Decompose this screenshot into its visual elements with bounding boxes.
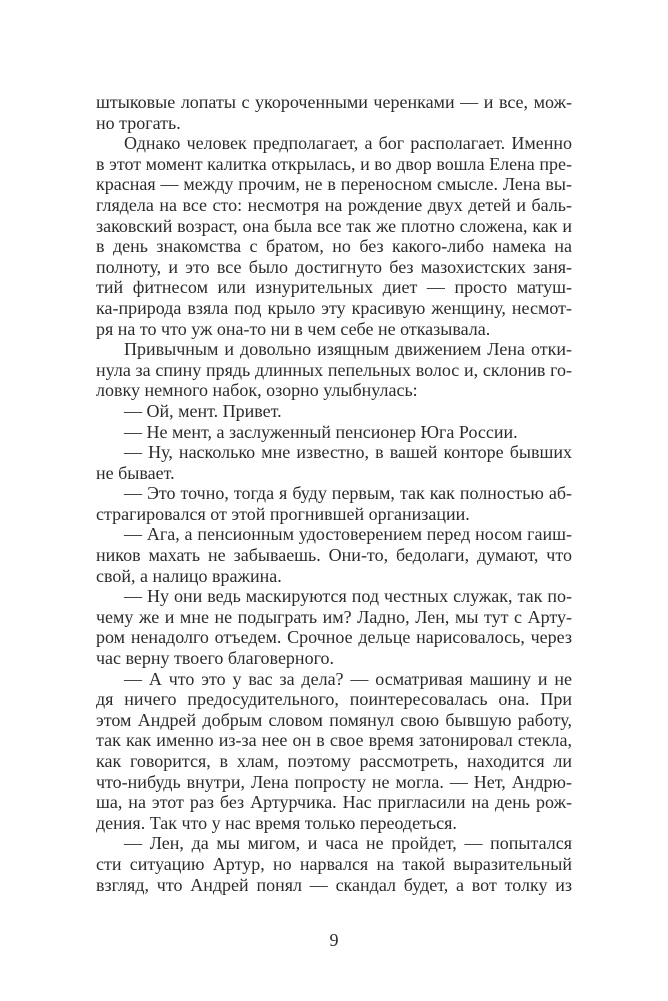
text-line: заковский возраст, она была все так же плотно сложена, как и [96, 215, 572, 236]
text-line: этом Андрей добрым словом помянул свою бывшую работу, [96, 709, 572, 730]
text-line: чему же и мне не подыграть им? Ладно, Лен, мы тут с Арту- [96, 606, 572, 627]
text-line: — Это точно, тогда я буду первым, так как полностью аб- [124, 483, 572, 504]
text-line: штыковые лопаты с укороченными черенками — и все, мож- [96, 92, 572, 112]
text-line: но трогать. [96, 112, 181, 133]
text-line: — Лен, да мы мигом, и часа не пройдет, — попытался [124, 833, 572, 854]
text-line: ром ненадолго отъедем. Срочное дельце нарисовалось, через [96, 627, 572, 648]
text-line: глядела на все сто: несмотря на рождение двух детей и баль- [96, 194, 572, 215]
text-line: — Ой, мент. Привет. [124, 400, 282, 421]
text-line: дя ничего предосудительного, поинтересовалась она. При [96, 689, 572, 710]
text-line: Привычным и довольно изящным движением Лена отки- [124, 339, 572, 360]
page-number: 9 [329, 930, 339, 950]
text-line: — Не мент, а заслуженный пенсионер Юга России. [124, 421, 518, 442]
text-line: — Ага, а пенсионным удостоверением перед носом гаиш- [124, 524, 572, 545]
text-line: дения. Так что у нас время только переодеться. [96, 812, 457, 833]
text-line: как говорится, в хлам, поэтому рассмотреть, находится ли [96, 751, 572, 771]
text-line: что-нибудь внутри, Лена попросту не могла. — Нет, Андрю- [96, 771, 572, 792]
text-line: страгировался от этой прогнившей организации. [96, 503, 470, 524]
text-line: час верну твоего благоверного. [96, 648, 334, 669]
text-line: ловку немного набок, озорно улыбнулась: [96, 380, 418, 401]
text-line: Однако человек предполагает, а бог располагает. Именно [124, 133, 572, 154]
text-line: в день знакомства с братом, но без какого-либо намека на [96, 236, 572, 257]
text-line: не бывает. [96, 462, 175, 483]
text-line: — А что это у вас за дела? — осматривая машину и не [124, 668, 572, 689]
text-line: полноту, и это все было достигнуто без мазохистских заня- [96, 256, 572, 277]
text-line: тий фитнесом или изнурительных диет — просто матуш- [96, 277, 572, 298]
text-line: — Ну они ведь маскируются под честных служак, так по- [124, 586, 572, 607]
text-line: красная — между прочим, не в переносном смысле. Лена вы- [96, 174, 572, 195]
text-line: в этот момент калитка открылась, и во двор вошла Елена пре- [96, 153, 572, 174]
page-body-text [96, 92, 572, 895]
text-line: ка-природа взяла под крыло эту красивую женщину, несмот- [96, 297, 572, 318]
text-line: сти ситуацию Артур, но нарвался на такой выразительный [96, 853, 572, 874]
text-line: — Ну, насколько мне известно, в вашей конторе бывших [124, 442, 572, 463]
text-line: ша, на этот раз без Артурчика. Нас пригласили на день рож- [96, 792, 572, 813]
text-line: ников махать не забываешь. Они-то, бедолаги, думают, что [96, 545, 572, 566]
text-line: ря на то что уж она-то ни в чем себе не отказывала. [96, 318, 491, 339]
text-line: так как именно из-за нее он в свое время затонировал стекла, [96, 730, 572, 751]
text-line: взгляд, что Андрей понял — скандал будет, а вот толку из [96, 874, 572, 895]
text-line: нула за спину прядь длинных пепельных волос и, склонив го- [96, 359, 572, 380]
text-line: свой, а налицо вражина. [96, 565, 282, 586]
